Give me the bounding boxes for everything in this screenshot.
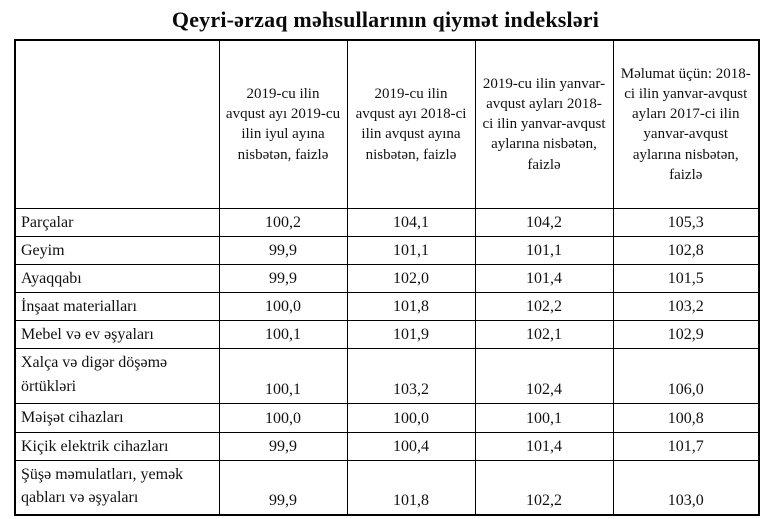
value-cell: 99,9 [219, 236, 347, 264]
row-label: İnşaat materialları [15, 293, 219, 321]
value-cell: 102,9 [613, 321, 759, 349]
row-label: Parçalar [15, 208, 219, 236]
value-cell: 102,2 [475, 460, 613, 515]
value-cell: 100,4 [347, 432, 475, 460]
value-cell: 100,0 [219, 404, 347, 432]
price-index-table [14, 39, 760, 516]
value-cell: 104,2 [475, 208, 613, 236]
value-cell: 100,1 [475, 404, 613, 432]
value-cell: 100,0 [219, 293, 347, 321]
column-header-janaug2018-vs-janaug2017: Məlumat üçün: 2018-ci ilin yanvar-avqust ayları 2017-ci ilin yanvar-avqust aylarına nisbətən, faizlə [613, 40, 759, 208]
value-cell: 100,2 [219, 208, 347, 236]
table-row [15, 460, 759, 515]
value-cell: 103,2 [613, 293, 759, 321]
value-cell: 100,1 [219, 321, 347, 349]
value-cell: 101,9 [347, 321, 475, 349]
value-cell: 100,1 [219, 349, 347, 404]
row-label: Geyim [15, 236, 219, 264]
table-row [15, 264, 759, 292]
value-cell: 101,1 [475, 236, 613, 264]
value-cell: 99,9 [219, 432, 347, 460]
value-cell: 101,4 [475, 264, 613, 292]
value-cell: 99,9 [219, 460, 347, 515]
column-header-janaug2019-vs-janaug2018: 2019-cu ilin yanvar-avqust ayları 2018-ci ilin yanvar-avqust aylarına nisbətən, faizlə [475, 40, 613, 208]
value-cell: 101,8 [347, 293, 475, 321]
value-cell: 101,7 [613, 432, 759, 460]
table-row [15, 404, 759, 432]
value-cell: 100,0 [347, 404, 475, 432]
value-cell: 102,4 [475, 349, 613, 404]
value-cell: 102,0 [347, 264, 475, 292]
value-cell: 101,4 [475, 432, 613, 460]
column-header-aug2019-vs-aug2018: 2019-cu ilin avqust ayı 2018-ci ilin avqust ayına nisbətən, faizlə [347, 40, 475, 208]
value-cell: 103,2 [347, 349, 475, 404]
value-cell: 104,1 [347, 208, 475, 236]
value-cell: 102,1 [475, 321, 613, 349]
value-cell: 99,9 [219, 264, 347, 292]
table-row [15, 236, 759, 264]
header-row [15, 40, 759, 208]
value-cell: 106,0 [613, 349, 759, 404]
value-cell: 101,1 [347, 236, 475, 264]
row-label: Şüşə məmulatları, yemək qabları və əşyaları [15, 460, 219, 515]
page-title: Qeyri-ərzaq məhsullarının qiymət indeksləri [171, 7, 600, 32]
value-cell: 105,3 [613, 208, 759, 236]
value-cell: 101,5 [613, 264, 759, 292]
table-row [15, 293, 759, 321]
row-label: Məişət cihazları [15, 404, 219, 432]
value-cell: 102,2 [475, 293, 613, 321]
table-row [15, 208, 759, 236]
value-cell: 101,8 [347, 460, 475, 515]
row-label: Kiçik elektrik cihazları [15, 432, 219, 460]
table-row [15, 321, 759, 349]
value-cell: 102,8 [613, 236, 759, 264]
value-cell: 100,8 [613, 404, 759, 432]
row-label: Mebel və ev əşyaları [15, 321, 219, 349]
column-header-aug2019-vs-jul2019: 2019-cu ilin avqust ayı 2019-cu ilin iyul ayına nisbətən, faizlə [219, 40, 347, 208]
row-label: Xalça və digər döşəmə örtükləri [15, 349, 219, 404]
table-row [15, 349, 759, 404]
column-header-empty [15, 40, 219, 208]
table-row [15, 432, 759, 460]
row-label: Ayaqqabı [15, 264, 219, 292]
value-cell: 103,0 [613, 460, 759, 515]
